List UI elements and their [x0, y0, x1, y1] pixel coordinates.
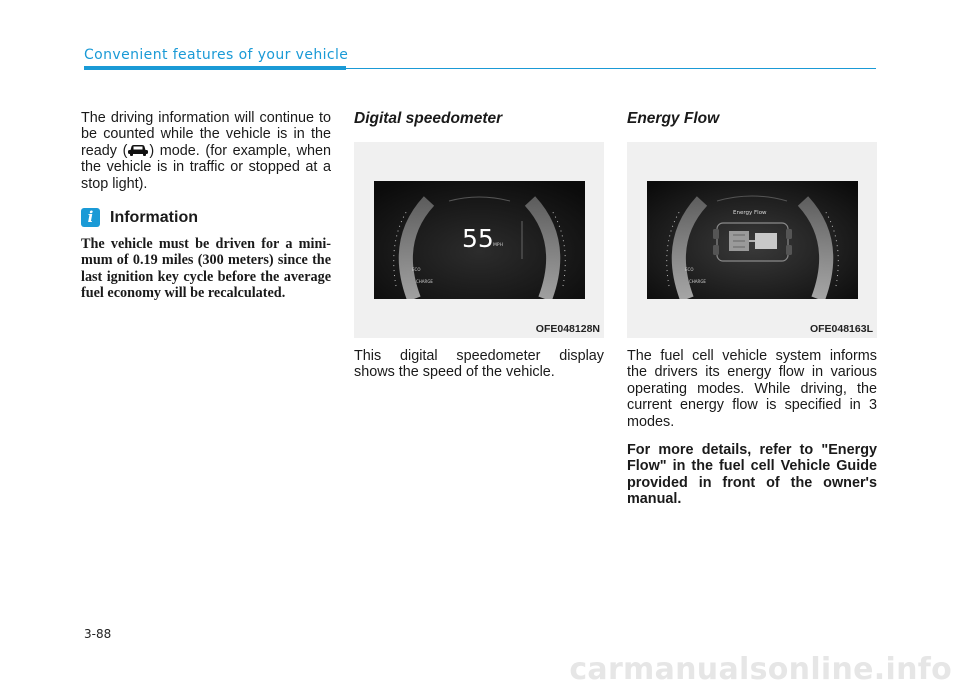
header-rule-thick	[84, 66, 346, 70]
ready-mode-car-icon	[127, 143, 149, 157]
page-number: 3-88	[84, 627, 112, 641]
speedometer-description: This digital speedometer display shows the speed of the vehicle.	[354, 348, 604, 381]
energy-flow-description: The fuel cell vehicle system informs the drivers its energy flow in various operating modes. While driving, the current energy flow is specified in 3 modes.	[627, 348, 877, 430]
energy-flow-heading: Energy Flow	[627, 110, 720, 127]
section-title: Convenient features of your vehicle	[84, 47, 349, 63]
information-title: Information	[110, 208, 198, 226]
energy-flow-reference: For more details, refer to "Energy Flow" in the fuel cell Vehicle Guide provided in front of the owner's manual.	[627, 442, 877, 508]
header-rule-thin	[346, 68, 876, 69]
information-header	[81, 208, 331, 227]
charge-label: CHARGE	[689, 279, 706, 284]
speedometer-figure	[354, 142, 604, 338]
charge-label: CHARGE	[416, 279, 433, 284]
column-driving-info	[81, 110, 331, 302]
eco-label: ECO	[412, 267, 421, 272]
digital-speedometer-heading: Digital speedometer	[354, 110, 503, 127]
info-icon: i	[81, 208, 100, 227]
driving-info-paragraph	[81, 110, 331, 192]
energy-flow-display	[647, 181, 858, 299]
speedometer-display	[374, 181, 585, 299]
information-text: The vehicle must be driven for a mini-mum of 0.19 miles (300 meters) since the last ignition key cycle before the average fuel economy will be recalculated.	[81, 236, 331, 302]
paragraph-part-1: The driving information will continue to be counted while the vehicle is in the ready (	[81, 110, 331, 159]
eco-label: ECO	[685, 267, 694, 272]
paragraph-part-2: ) mode. (for example, when the vehicle is in traffic or stopped at a stop light).	[81, 142, 331, 192]
energy-flow-figure	[627, 142, 877, 338]
energy-flow-label: Energy Flow	[733, 210, 767, 216]
speed-value: 55	[462, 224, 494, 253]
speed-unit: MPH	[493, 243, 503, 248]
figure-code: OFE048128N	[535, 323, 600, 335]
column-digital-speedometer	[354, 110, 604, 381]
figure-code: OFE048163L	[809, 323, 873, 335]
watermark: carmanualsonline.info	[569, 652, 952, 687]
column-energy-flow	[627, 110, 877, 508]
